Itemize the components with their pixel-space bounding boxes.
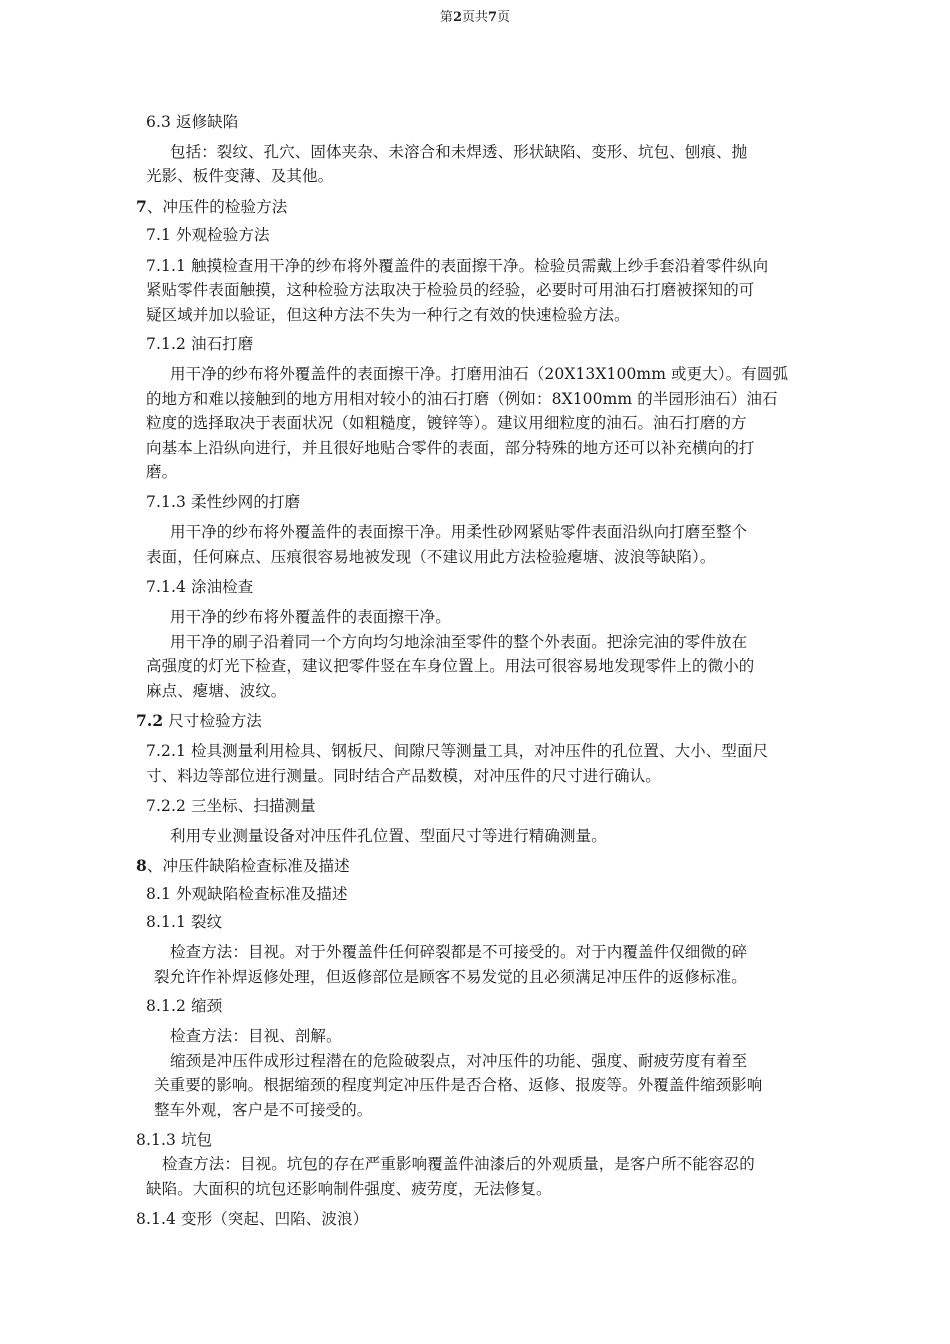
paragraph-line: 整车外观，客户是不可接受的。 <box>154 1101 373 1119</box>
section-heading-8-1-4: 8.1.4 变形（突起、凹陷、波浪） <box>136 1210 369 1228</box>
paragraph-line: 高强度的灯光下检查，建议把零件竖在车身位置上。用法可很容易地发现零件上的微小的 <box>146 657 755 675</box>
paragraph-line: 磨。 <box>146 463 178 481</box>
paragraph-line: 检查方法：目视。对于外覆盖件任何碎裂都是不可接受的。对于内覆盖件仅细微的碎 <box>170 943 748 961</box>
paragraph-line: 用干净的纱布将外覆盖件的表面擦干净。 <box>170 608 451 626</box>
paragraph-line: 用干净的纱布将外覆盖件的表面擦干净。用柔性砂网紧贴零件表面沿纵向打磨至整个 <box>170 523 748 541</box>
paragraph-line: 疑区域并加以验证，但这种方法不失为一种行之有效的快速检验方法。 <box>146 306 630 324</box>
paragraph-line: 紧贴零件表面触摸，这种检验方法取决于检验员的经验，必要时可用油石打磨被探知的可 <box>146 281 755 299</box>
section-heading-7-1-3: 7.1.3 柔性纱网的打磨 <box>146 493 301 511</box>
paragraph-line: 7.2.1 检具测量利用检具、钢板尺、间隙尺等测量工具，对冲压件的孔位置、大小、型面尺 <box>146 742 769 760</box>
paragraph-line: 的地方和难以接触到的地方用相对较小的油石打磨（例如：8X100mm 的半园形油石）油石 <box>146 390 778 408</box>
section-heading-7: 7、冲压件的检验方法 <box>136 197 288 216</box>
section-heading-7-2: 7.2 尺寸检验方法 <box>136 711 262 730</box>
section-heading-6-3: 6.3 返修缺陷 <box>146 113 239 131</box>
paragraph-line: 粒度的选择取决于表面状况（如粗糙度，镀锌等）。建议用细粒度的油石。油石打磨的方 <box>146 414 747 432</box>
paragraph-line: 向基本上沿纵向进行，并且很好地贴合零件的表面，部分特殊的地方还可以补充横向的打 <box>146 439 755 457</box>
paragraph-line: 缺陷。大面积的坑包还影响制件强度、疲劳度，无法修复。 <box>146 1180 552 1198</box>
paragraph-line: 检查方法：目视。坑包的存在严重影响覆盖件油漆后的外观质量，是客户所不能容忍的 <box>162 1155 755 1173</box>
section-heading-8-1-3: 8.1.3 坑包 <box>136 1131 213 1149</box>
section-heading-8-1-2: 8.1.2 缩颈 <box>146 997 223 1015</box>
paragraph-line: 关重要的影响。根据缩颈的程度判定冲压件是否合格、返修、报废等。外覆盖件缩颈影响 <box>154 1076 763 1094</box>
paragraph-line: 寸、料边等部位进行测量。同时结合产品数模，对冲压件的尺寸进行确认。 <box>146 767 661 785</box>
section-heading-7-1: 7.1 外观检验方法 <box>146 226 270 244</box>
paragraph-line: 用干净的刷子沿着同一个方向均匀地涂油至零件的整个外表面。把涂完油的零件放在 <box>170 633 748 651</box>
section-heading-7-1-2: 7.1.2 油石打磨 <box>146 335 254 353</box>
paragraph-line: 包括：裂纹、孔穴、固体夹杂、未溶合和未焊透、形状缺陷、变形、坑包、刨痕、抛 <box>170 143 748 161</box>
paragraph-line: 7.1.1 触摸检查用干净的纱布将外覆盖件的表面擦干净。检验员需戴上纱手套沿着零件纵向 <box>146 257 769 275</box>
section-heading-8: 8、冲压件缺陷检查标准及描述 <box>136 856 350 875</box>
paragraph-line: 检查方法：目视、剖解。 <box>170 1027 342 1045</box>
paragraph-line: 光影、板件变薄、及其他。 <box>146 167 334 185</box>
paragraph-line: 利用专业测量设备对冲压件孔位置、型面尺寸等进行精确测量。 <box>170 827 607 845</box>
paragraph-line: 裂允许作补焊返修处理，但返修部位是顾客不易发觉的且必须满足冲压件的返修标准。 <box>154 968 747 986</box>
section-heading-7-1-4: 7.1.4 涂油检查 <box>146 578 254 596</box>
section-heading-8-1: 8.1 外观缺陷检查标准及描述 <box>146 885 348 903</box>
page-number-header: 第2页共7页 <box>439 10 511 25</box>
paragraph-line: 用干净的纱布将外覆盖件的表面擦干净。打磨用油石（20X13X100mm 或更大）。有圆弧 <box>170 365 789 383</box>
paragraph-line: 表面，任何麻点、压痕很容易地被发现（不建议用此方法检验瘪塘、波浪等缺陷）。 <box>146 548 716 566</box>
section-heading-7-2-2: 7.2.2 三坐标、扫描测量 <box>146 797 316 815</box>
paragraph-line: 麻点、瘪塘、波纹。 <box>146 682 287 700</box>
paragraph-line: 缩颈是冲压件成形过程潜在的危险破裂点，对冲压件的功能、强度、耐疲劳度有着至 <box>170 1052 748 1070</box>
section-heading-8-1-1: 8.1.1 裂纹 <box>146 913 223 931</box>
